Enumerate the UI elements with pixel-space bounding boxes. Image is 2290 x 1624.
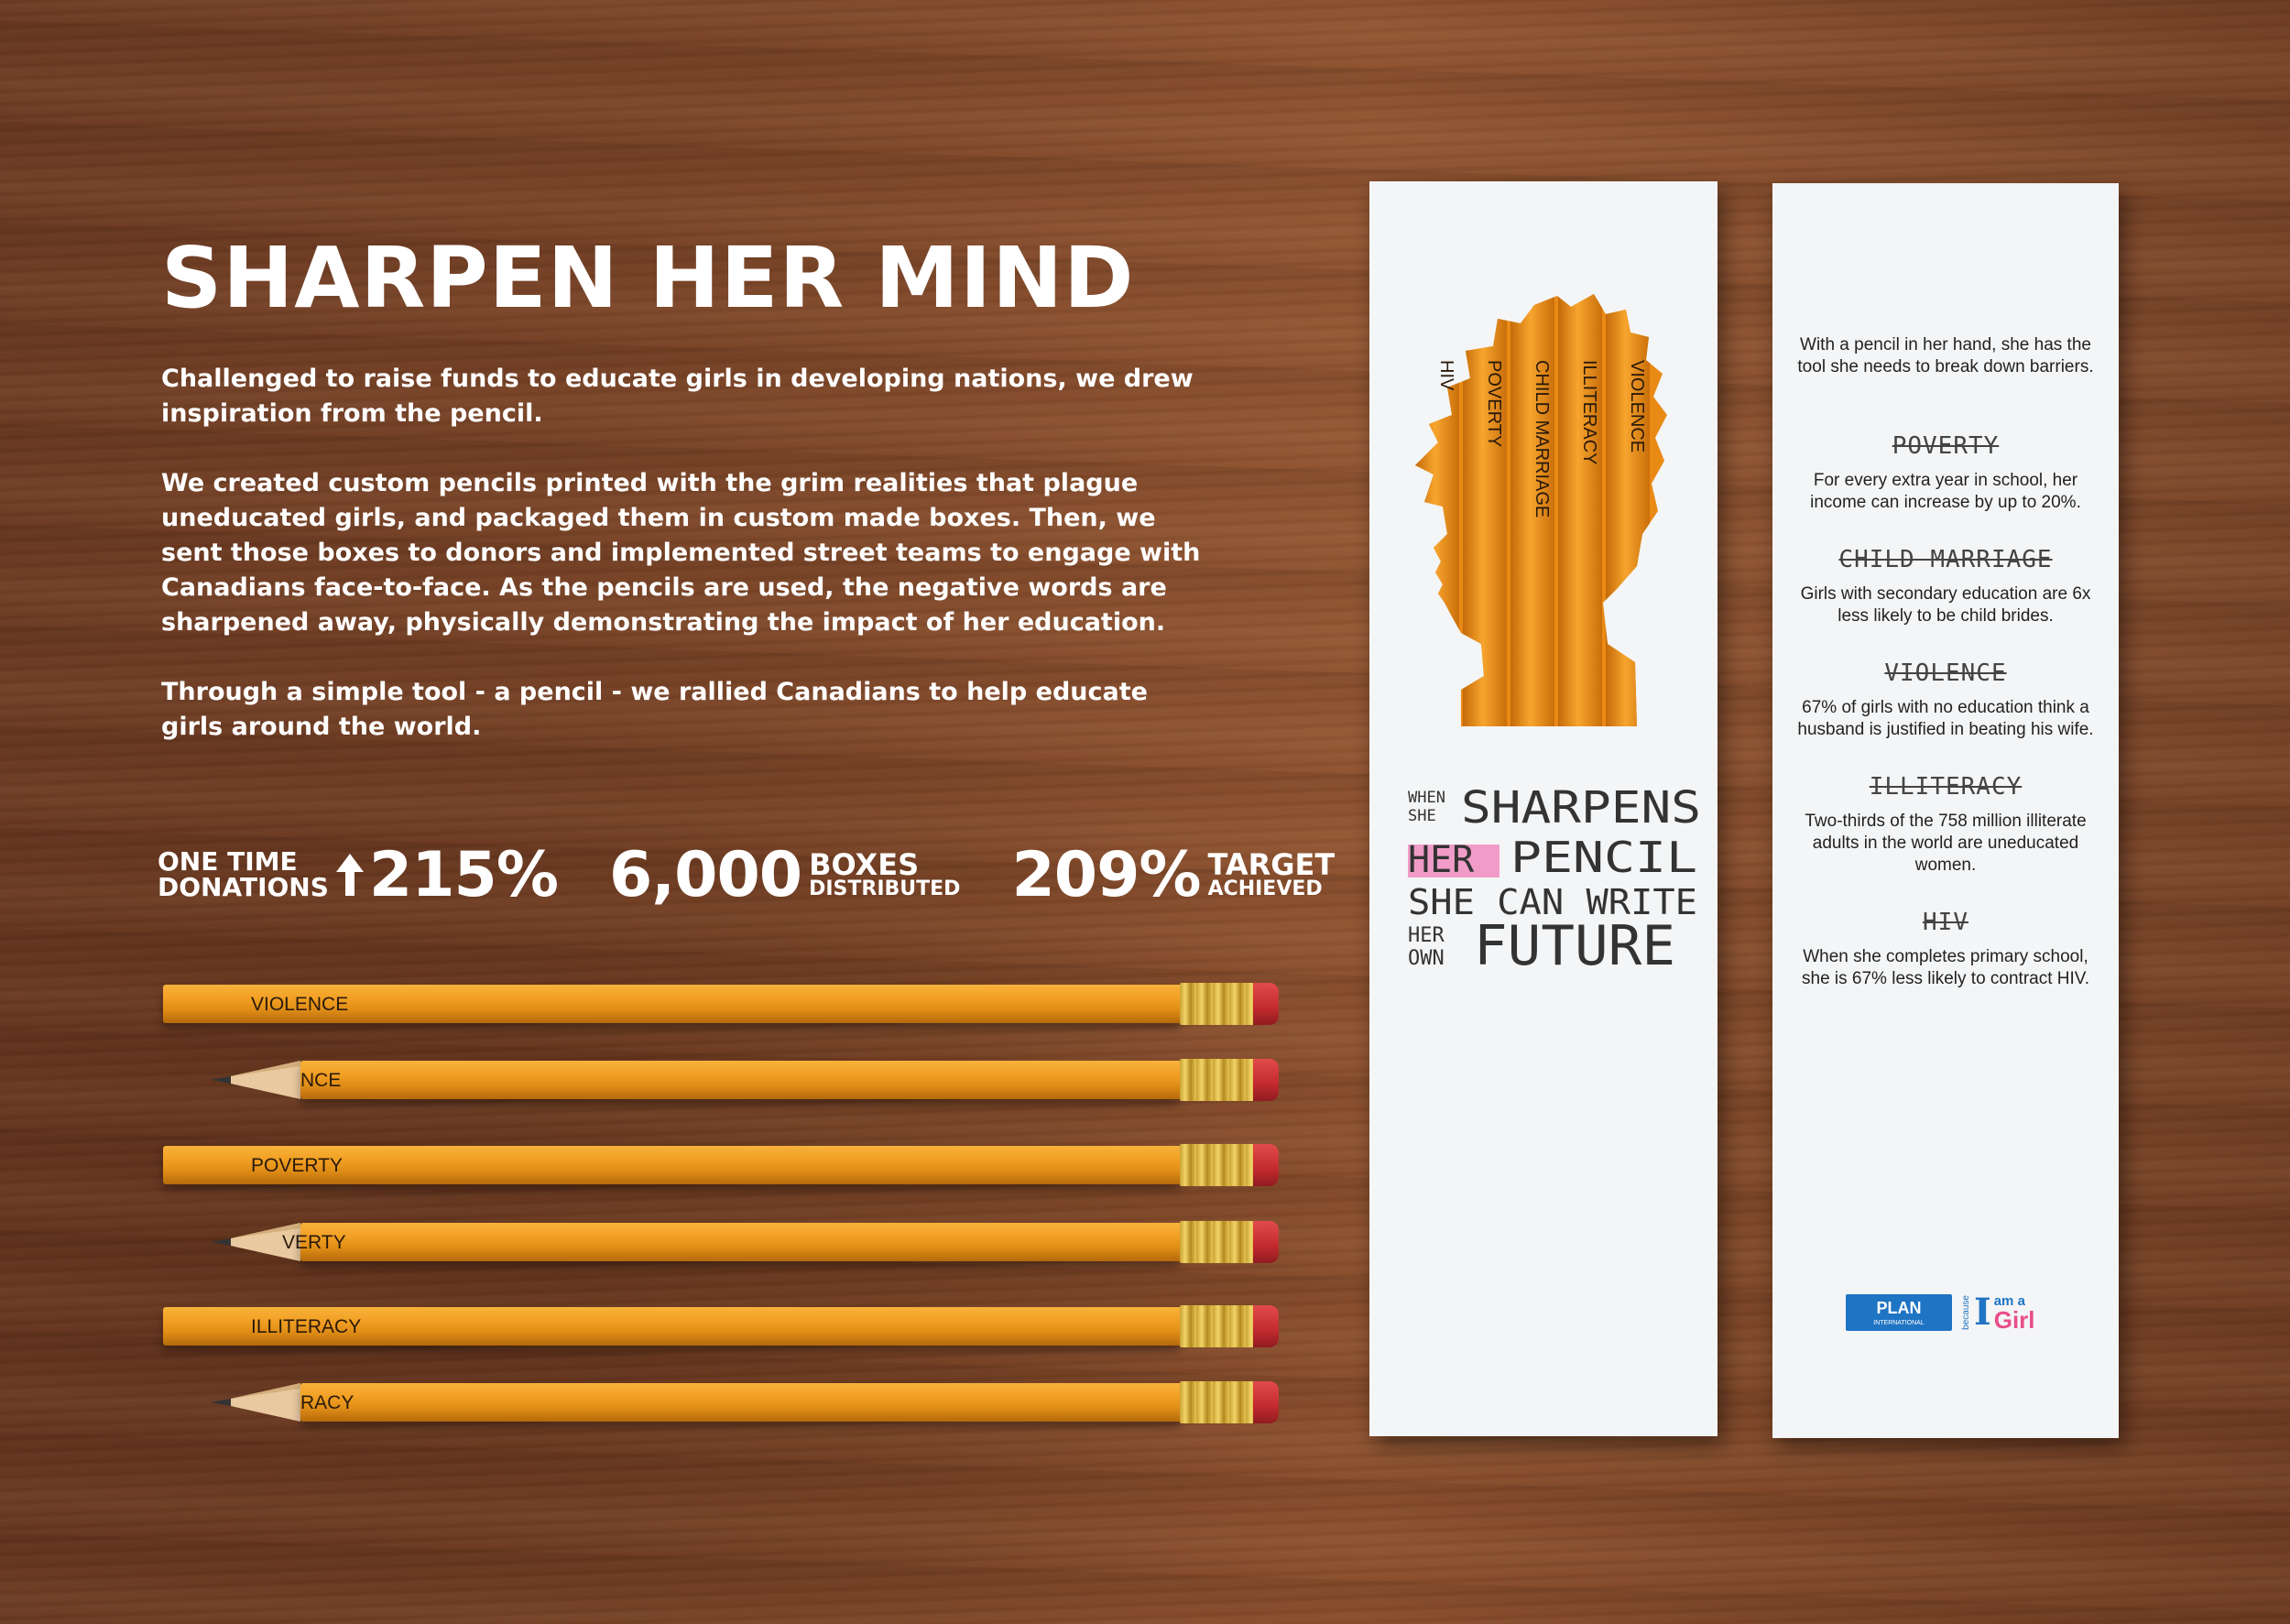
stat-label-bottom: ACHIEVED: [1207, 877, 1323, 900]
pencil-eraser: [1253, 1144, 1279, 1186]
fact-item: [1791, 659, 2100, 741]
fact-word: ILLITERACY: [1869, 773, 2023, 801]
fact-text: 67% of girls with no education think a husband is justified in beating his wife.: [1797, 698, 2094, 739]
slogan-handwritten: [1408, 777, 1701, 987]
stat-value: 6,000: [608, 838, 802, 911]
slogan-word: SHE: [1408, 807, 1436, 825]
pencil-word: RACY: [300, 1392, 354, 1413]
slogan-word: PENCIL: [1510, 833, 1697, 882]
slogan-word: WHEN: [1408, 789, 1445, 807]
logo-girl: Girl: [1993, 1305, 2035, 1334]
pencil-ferrule: [1180, 1059, 1255, 1101]
intro-paragraph-2: We created custom pencils printed with the grim realities that plague uneducated girls, and packaged them in custom made boxes. Then, we sent those boxes to donors and implemented street teams to engage with Canadians face-to-face. As the pencils are used, the negative words are sharpened away, physically demonstrating the impact of her education.: [161, 469, 1201, 637]
logos: [1846, 1292, 2056, 1334]
pencil-word: ILLITERACY: [251, 1316, 362, 1337]
pencil-ferrule: [1180, 1381, 1255, 1423]
pencil-sharpened: [163, 1383, 1281, 1422]
intro-paragraph-3: Through a simple tool - a pencil - we rallied Canadians to help educate girls around the world.: [161, 678, 1148, 741]
pencil-eraser: [1253, 1221, 1279, 1263]
pencil-word: POVERTY: [251, 1155, 343, 1176]
pencil-eraser: [1253, 1305, 1279, 1347]
slogan-word: SHE CAN WRITE: [1408, 882, 1697, 922]
fact-word: POVERTY: [1892, 432, 2000, 460]
stat-target: [1011, 839, 1335, 911]
box-front: [1369, 181, 1718, 1436]
box-pencil-word: HIV: [1436, 360, 1456, 391]
stats-row: [158, 829, 1336, 921]
pencil-full: [163, 1307, 1281, 1346]
box-pencil-word: ILLITERACY: [1579, 360, 1599, 465]
stat-label-top: BOXES: [809, 847, 920, 882]
fact-item: [1791, 773, 2100, 877]
fact-text: For every extra year in school, her income can increase by up to 20%.: [1810, 471, 2081, 512]
page-title: SHARPEN HER MIND: [161, 229, 1135, 327]
facts-list: [1791, 334, 2100, 1025]
pencil-tip: [211, 1383, 300, 1422]
pencil-word: VIOLENCE: [251, 994, 349, 1015]
box-pencil-word: CHILD MARRIAGE: [1532, 360, 1552, 518]
stat-value: 209%: [1011, 838, 1201, 911]
box-pencil-word: POVERTY: [1484, 360, 1504, 448]
slogan-word: SHARPENS: [1461, 782, 1701, 834]
pencil-eraser: [1253, 1381, 1279, 1423]
fact-item: [1791, 546, 2100, 627]
intro-paragraph-1: Challenged to raise funds to educate girls in developing nations, we drew inspiration from the pencil.: [161, 365, 1194, 428]
pencil-ferrule: [1180, 1221, 1255, 1263]
plan-logo-subtext: INTERNATIONAL: [1873, 1319, 1925, 1326]
stat-label-bottom: DISTRIBUTED: [809, 877, 961, 900]
intro-text: [161, 362, 1215, 779]
plan-international-logo: [1846, 1294, 1952, 1331]
facts-lead: With a pencil in her hand, she has the tool she needs to break down barriers.: [1797, 335, 2094, 376]
slogan-word: HER: [1408, 924, 1445, 947]
girl-silhouette: [1397, 287, 1690, 726]
pencil-full: [163, 1146, 1281, 1184]
fact-text: Girls with secondary education are 6x less likely to be child brides.: [1800, 584, 2091, 626]
because-i-am-a-girl-logo: [1961, 1291, 2035, 1334]
logo-because: because: [1961, 1295, 1971, 1330]
pencil-ferrule: [1180, 983, 1255, 1025]
fact-item: [1791, 432, 2100, 514]
stat-label-top: TARGET: [1207, 847, 1336, 882]
fact-word: VIOLENCE: [1884, 659, 2007, 687]
pencil-word: VERTY: [282, 1232, 346, 1253]
arrow-up-icon: [336, 854, 364, 896]
pencil-sharpened: [163, 1223, 1281, 1261]
fact-text: Two-thirds of the 758 million illiterate adults in the world are uneducated women.: [1805, 812, 2087, 875]
pencil-full: [163, 985, 1281, 1023]
fact-item: [1791, 911, 2100, 990]
stat-donations: [158, 839, 558, 911]
slogan-word: FUTURE: [1474, 914, 1675, 978]
logo-i: I: [1974, 1291, 1991, 1334]
fact-word: CHILD MARRIAGE: [1838, 546, 2053, 573]
fact-word: HIV: [1923, 909, 1968, 936]
pencil-ferrule: [1180, 1305, 1255, 1347]
logo-am-a: am a: [1993, 1292, 2025, 1309]
stat-label-bottom: DONATIONS: [158, 872, 329, 902]
pencil-tip: [211, 1061, 300, 1099]
stat-label-top: ONE TIME: [158, 846, 298, 877]
slogan-word: OWN: [1408, 947, 1445, 970]
pencil-word: NCE: [300, 1070, 342, 1091]
stat-boxes: [609, 839, 960, 911]
fact-text: When she completes primary school, she is 67% less likely to contract HIV.: [1802, 947, 2089, 988]
pencil-eraser: [1253, 983, 1279, 1025]
plan-logo-text: PLAN: [1876, 1298, 1922, 1317]
pencil-ferrule: [1180, 1144, 1255, 1186]
box-back: [1772, 183, 2119, 1438]
slogan-word: HER: [1408, 839, 1475, 881]
stat-value: 215%: [368, 838, 558, 911]
pencil-sharpened: [163, 1061, 1281, 1099]
pencil-eraser: [1253, 1059, 1279, 1101]
box-pencil-word: VIOLENCE: [1627, 360, 1647, 453]
